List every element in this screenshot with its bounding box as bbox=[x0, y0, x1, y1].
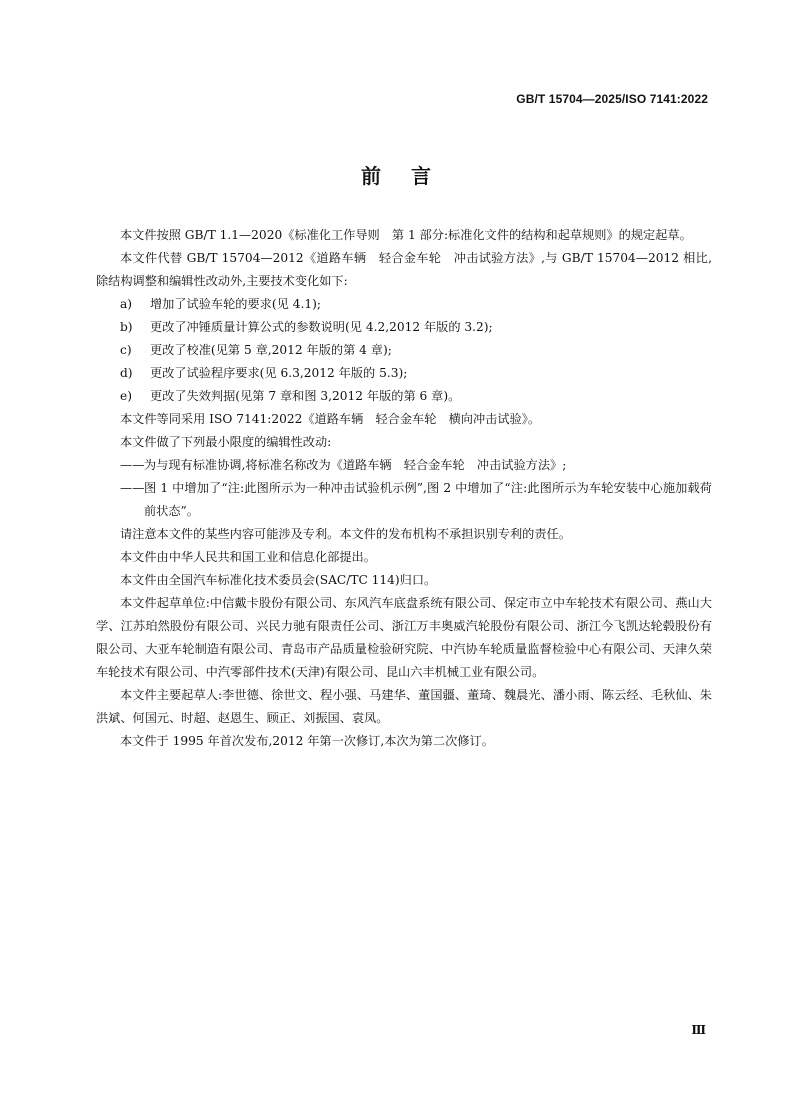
list-item-text: 增加了试验车轮的要求(见 4.1); bbox=[150, 297, 321, 311]
list-item-text: 更改了试验程序要求(见 6.3,2012 年版的 5.3); bbox=[150, 366, 408, 380]
dash-mark: —— bbox=[120, 481, 145, 495]
list-item bbox=[96, 293, 712, 316]
page-title: 前言 bbox=[361, 164, 461, 188]
list-item-mark: c) bbox=[120, 343, 132, 357]
list-item bbox=[96, 385, 712, 408]
list-item-mark: a) bbox=[120, 297, 133, 311]
list-item-text: 更改了失效判据(见第 7 章和图 3,2012 年版的第 6 章)。 bbox=[150, 389, 461, 403]
list-item bbox=[96, 362, 712, 385]
paragraph-editorial-changes: 本文件做了下列最小限度的编辑性改动: bbox=[120, 435, 332, 449]
list-item-text: 更改了校准(见第 5 章,2012 年版的第 4 章); bbox=[150, 343, 392, 357]
paragraph-drafting-rules: 本文件按照 GB/T 1.1—2020《标准化工作导则 第 1 部分:标准化文件的结构和起草规则》的规定起草。 bbox=[120, 228, 692, 242]
paragraph-history: 本文件于 1995 年首次发布,2012 年第一次修订,本次为第二次修订。 bbox=[120, 734, 494, 748]
list-item-text: 更改了冲锤质量计算公式的参数说明(见 4.2,2012 年版的 3.2); bbox=[150, 320, 493, 334]
paragraph-replacement: 本文件代替 GB/T 15704—2012《道路车辆 轻合金车轮 冲击试验方法》,与 GB/T 15704—2012 相比,除结构调整和编辑性改动外,主要技术变化如下: bbox=[96, 251, 712, 288]
list-item-mark: b) bbox=[120, 320, 133, 334]
paragraph-committee: 本文件由全国汽车标准化技术委员会(SAC/TC 114)归口。 bbox=[120, 573, 437, 587]
dash-mark: —— bbox=[120, 458, 145, 472]
paragraph-patent-notice: 请注意本文件的某些内容可能涉及专利。本文件的发布机构不承担识别专利的责任。 bbox=[120, 527, 571, 541]
list-item-mark: e) bbox=[120, 389, 132, 403]
list-item bbox=[96, 339, 712, 362]
foreword-body bbox=[96, 224, 712, 753]
standard-code: GB/T 15704—2025/ISO 7141:2022 bbox=[516, 92, 708, 106]
list-item-mark: d) bbox=[120, 366, 133, 380]
page-number: Ⅲ bbox=[691, 1023, 706, 1037]
dash-item bbox=[96, 477, 712, 523]
dash-item-text: 图 1 中增加了“注:此图所示为一种冲击试验机示例”,图 2 中增加了“注:此图所示为车轮安装中心施加载荷前状态”。 bbox=[144, 481, 712, 518]
paragraph-proposer: 本文件由中华人民共和国工业和信息化部提出。 bbox=[120, 550, 376, 564]
dash-item bbox=[96, 454, 712, 477]
list-item bbox=[96, 316, 712, 339]
paragraph-equivalence: 本文件等同采用 ISO 7141:2022《道路车辆 轻合金车轮 横向冲击试验》。 bbox=[120, 412, 541, 426]
dash-item-text: 为与现有标准协调,将标准名称改为《道路车辆 轻合金车轮 冲击试验方法》; bbox=[144, 458, 567, 472]
paragraph-drafting-units: 本文件起草单位:中信戴卡股份有限公司、东风汽车底盘系统有限公司、保定市立中车轮技术有限公司、燕山大学、江苏珀然股份有限公司、兴民力驰有限责任公司、浙江万丰奥威汽轮股份有限公司、浙江今飞凯达轮毂股份有限公司、大亚车轮制造有限公司、青岛市产品质量检验研究院、中汽协车轮质量监督检验中心有限公司、天津久荣车轮技术有限公司、中汽零部件技术(天津)有限公司、昆山六丰机械工业有限公司。 bbox=[96, 596, 712, 679]
paragraph-drafters: 本文件主要起草人:李世德、徐世文、程小强、马建华、董国疆、董琦、魏晨光、潘小雨、陈云经、毛秋仙、朱洪斌、何国元、时超、赵恩生、顾正、刘振国、袁凤。 bbox=[96, 688, 712, 725]
